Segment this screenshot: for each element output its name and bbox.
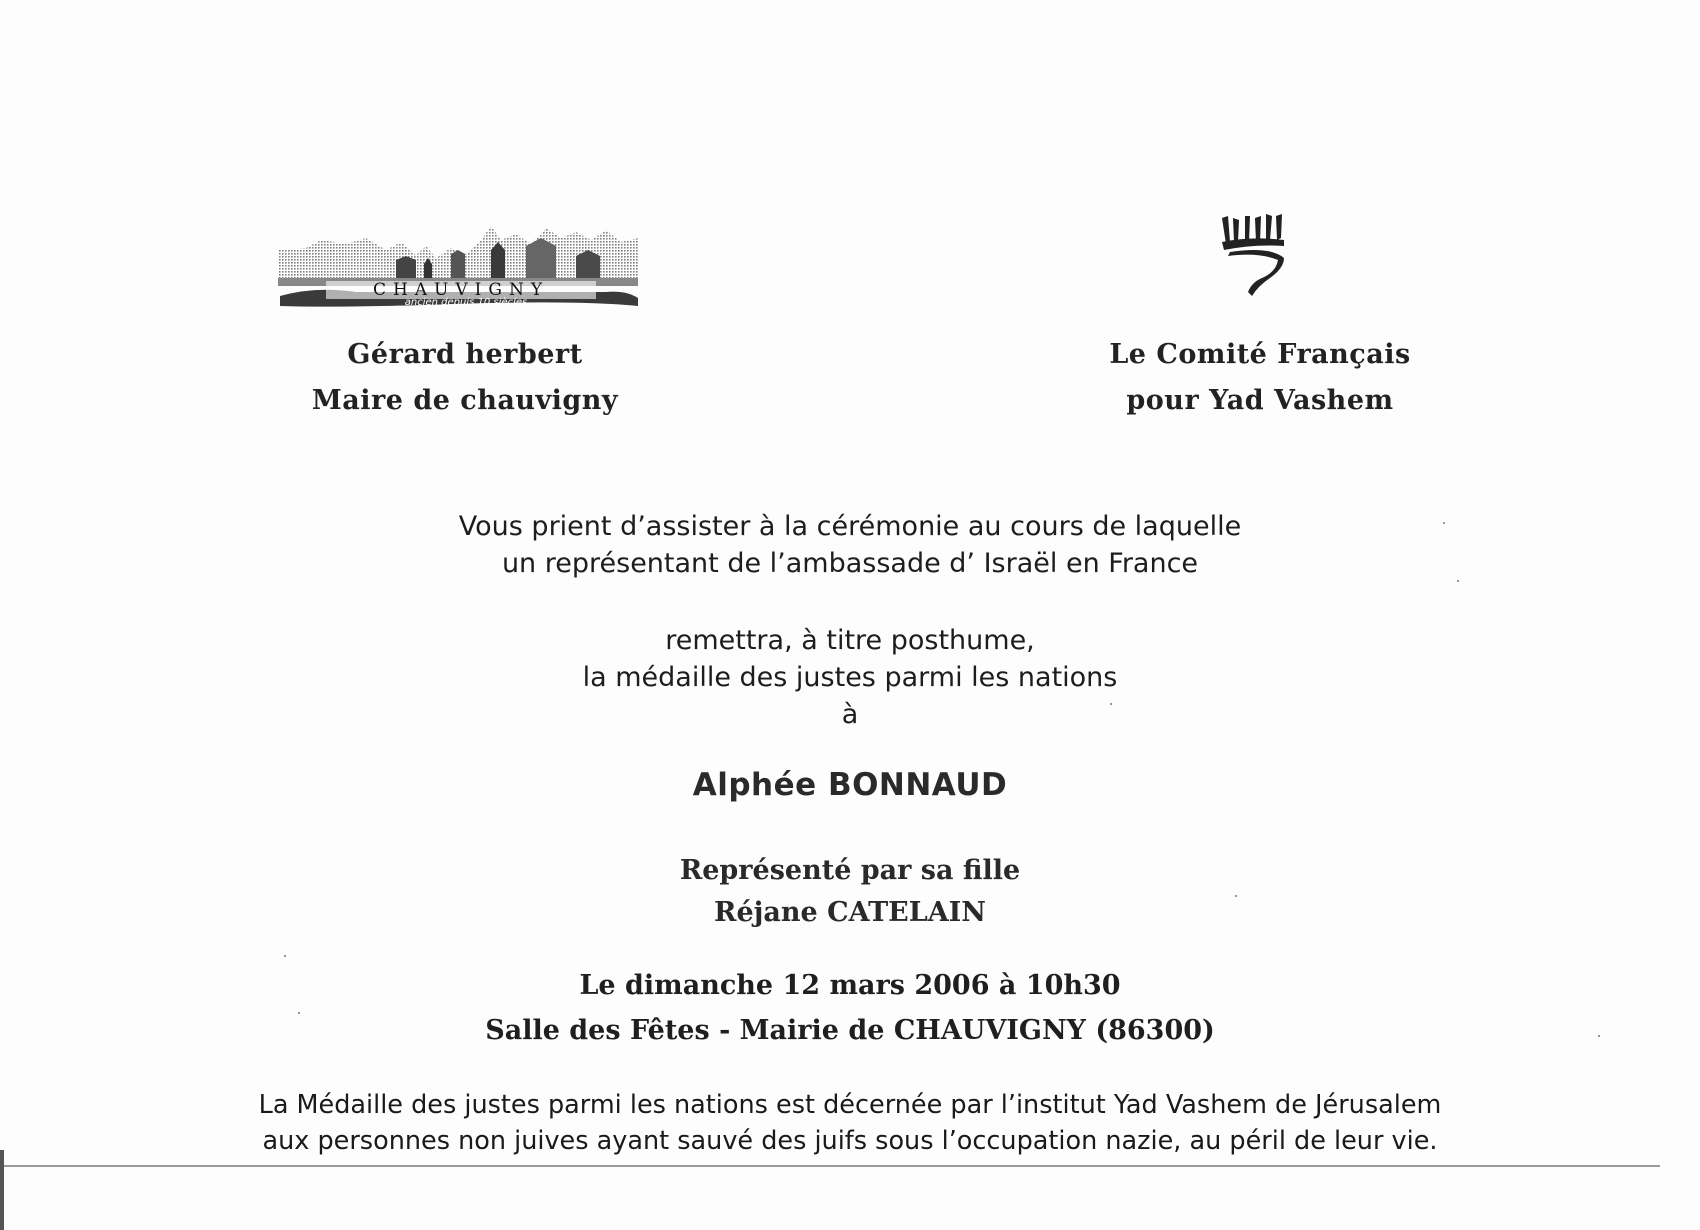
paper-bottom-edge bbox=[0, 1165, 1660, 1167]
chauvigny-logo bbox=[276, 220, 641, 312]
representative-line-1: Représenté par sa fille bbox=[679, 855, 1021, 886]
award-line-3: à bbox=[841, 699, 859, 730]
event-place: Salle des Fêtes - Mairie de CHAUVIGNY (86300) bbox=[485, 1015, 1215, 1046]
honoree-name: Alphée BONNAUD bbox=[692, 767, 1008, 803]
committee-name: Le Comité Français bbox=[1109, 339, 1411, 370]
intro-line-2: un représentant de l’ambassade d’ Israël en France bbox=[501, 548, 1199, 579]
paper-left-edge bbox=[0, 1150, 4, 1230]
invitation-award bbox=[300, 622, 1400, 733]
award-line-1: remettra, à titre posthume, bbox=[665, 625, 1035, 656]
scan-speck bbox=[1443, 522, 1445, 524]
footnote-line-2: aux personnes non juives ayant sauvé des juifs sous l’occupation nazie, au péril de leur vie. bbox=[262, 1126, 1438, 1156]
event-details bbox=[300, 963, 1400, 1053]
award-line-2: la médaille des justes parmi les nations bbox=[582, 662, 1118, 693]
intro-line-1: Vous prient d’assister à la cérémonie au cours de laquelle bbox=[458, 511, 1242, 542]
event-date: Le dimanche 12 mars 2006 à 10h30 bbox=[579, 970, 1121, 1001]
committee-subtitle: pour Yad Vashem bbox=[1126, 385, 1394, 416]
representative bbox=[300, 850, 1400, 934]
chauvigny-logo-text: CHAUVIGNY bbox=[326, 281, 596, 299]
yad-vashem-logo-icon bbox=[1218, 212, 1288, 302]
representative-name: Réjane CATELAIN bbox=[714, 897, 986, 928]
mayor-header bbox=[280, 332, 650, 424]
mayor-name: Gérard herbert bbox=[347, 339, 583, 370]
mayor-title: Maire de chauvigny bbox=[311, 385, 619, 416]
chauvigny-logo-tagline: ancien depuis 10 siècles bbox=[404, 297, 528, 308]
scan-speck bbox=[284, 955, 286, 957]
footnote-line-1: La Médaille des justes parmi les nations est décernée par l’institut Yad Vashem de Jérusalem bbox=[258, 1090, 1442, 1120]
scan-speck bbox=[1598, 1035, 1600, 1037]
invitation-intro bbox=[300, 508, 1400, 582]
scan-speck bbox=[1457, 580, 1459, 582]
committee-header bbox=[1080, 332, 1440, 424]
yad-vashem-logo-icon bbox=[1218, 212, 1288, 302]
footnote bbox=[250, 1087, 1450, 1159]
